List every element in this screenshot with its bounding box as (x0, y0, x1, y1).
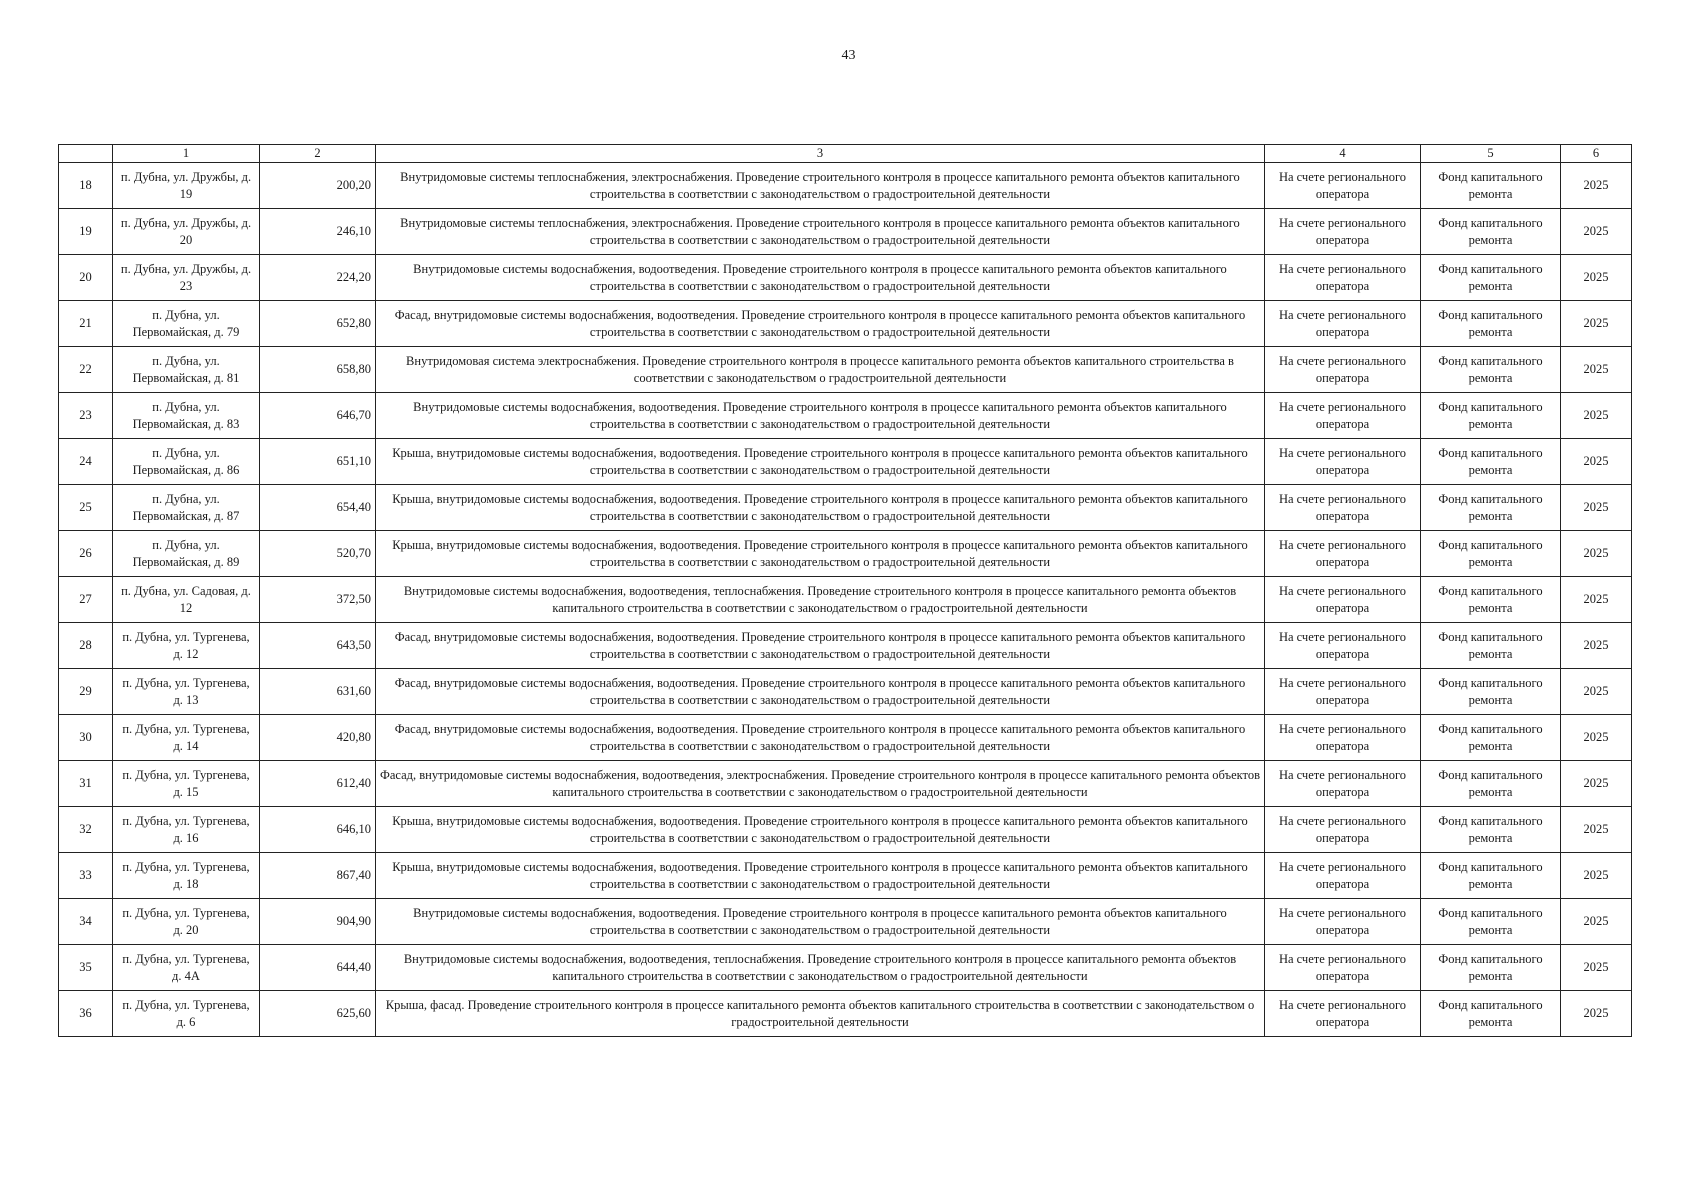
area-cell: 646,70 (260, 393, 376, 439)
works-cell: Внутридомовые системы водоснабжения, водоотведения, теплоснабжения. Проведение строительного контроля в процессе капитального ремонта объектов капитального строительства в соответствии с законодательством о градостроительной деятельности (376, 945, 1265, 991)
area-cell: 246,10 (260, 209, 376, 255)
row-number: 35 (59, 945, 113, 991)
account-cell: На счете регионального оператора (1265, 301, 1421, 347)
row-number: 36 (59, 991, 113, 1037)
table-row (59, 899, 1632, 945)
year-cell: 2025 (1561, 899, 1632, 945)
works-cell: Крыша, внутридомовые системы водоснабжения, водоотведения. Проведение строительного контроля в процессе капитального ремонта объектов капитального строительства в соответствии с законодательством о градостроительной деятельности (376, 485, 1265, 531)
area-cell: 224,20 (260, 255, 376, 301)
year-cell: 2025 (1561, 163, 1632, 209)
account-cell: На счете регионального оператора (1265, 393, 1421, 439)
address-cell: п. Дубна, ул. Садовая, д. 12 (113, 577, 260, 623)
row-number: 24 (59, 439, 113, 485)
area-cell: 867,40 (260, 853, 376, 899)
table-row (59, 577, 1632, 623)
address-cell: п. Дубна, ул. Тургенева, д. 18 (113, 853, 260, 899)
table-row (59, 623, 1632, 669)
area-cell: 420,80 (260, 715, 376, 761)
account-cell: На счете регионального оператора (1265, 347, 1421, 393)
account-cell: На счете регионального оператора (1265, 899, 1421, 945)
funding-source-cell: Фонд капитального ремонта (1421, 163, 1561, 209)
account-cell: На счете регионального оператора (1265, 531, 1421, 577)
column-header-address: 1 (113, 145, 260, 163)
row-number: 22 (59, 347, 113, 393)
works-cell: Внутридомовые системы водоснабжения, водоотведения. Проведение строительного контроля в процессе капитального ремонта объектов капитального строительства в соответствии с законодательством о градостроительной деятельности (376, 255, 1265, 301)
table-row (59, 991, 1632, 1037)
address-cell: п. Дубна, ул. Первомайская, д. 86 (113, 439, 260, 485)
account-cell: На счете регионального оператора (1265, 209, 1421, 255)
table-row (59, 485, 1632, 531)
funding-source-cell: Фонд капитального ремонта (1421, 853, 1561, 899)
account-cell: На счете регионального оператора (1265, 485, 1421, 531)
year-cell: 2025 (1561, 255, 1632, 301)
page-number: 43 (841, 48, 856, 63)
account-cell: На счете регионального оператора (1265, 669, 1421, 715)
account-cell: На счете регионального оператора (1265, 715, 1421, 761)
address-cell: п. Дубна, ул. Тургенева, д. 13 (113, 669, 260, 715)
works-cell: Внутридомовые системы теплоснабжения, электроснабжения. Проведение строительного контроля в процессе капитального ремонта объектов капитального строительства в соответствии с законодательством о градостроительной деятельности (376, 209, 1265, 255)
works-cell: Фасад, внутридомовые системы водоснабжения, водоотведения. Проведение строительного контроля в процессе капитального ремонта объектов капитального строительства в соответствии с законодательством о градостроительной деятельности (376, 301, 1265, 347)
area-cell: 904,90 (260, 899, 376, 945)
works-cell: Крыша, внутридомовые системы водоснабжения, водоотведения. Проведение строительного контроля в процессе капитального ремонта объектов капитального строительства в соответствии с законодательством о градостроительной деятельности (376, 807, 1265, 853)
table-body (59, 163, 1632, 1037)
year-cell: 2025 (1561, 991, 1632, 1037)
address-cell: п. Дубна, ул. Тургенева, д. 12 (113, 623, 260, 669)
year-cell: 2025 (1561, 761, 1632, 807)
table-row (59, 669, 1632, 715)
year-cell: 2025 (1561, 439, 1632, 485)
column-header-works: 3 (376, 145, 1265, 163)
year-cell: 2025 (1561, 531, 1632, 577)
funding-source-cell: Фонд капитального ремонта (1421, 945, 1561, 991)
address-cell: п. Дубна, ул. Дружбы, д. 19 (113, 163, 260, 209)
table-header (59, 145, 1632, 163)
address-cell: п. Дубна, ул. Первомайская, д. 83 (113, 393, 260, 439)
table-row (59, 301, 1632, 347)
area-cell: 646,10 (260, 807, 376, 853)
address-cell: п. Дубна, ул. Дружбы, д. 23 (113, 255, 260, 301)
funding-source-cell: Фонд капитального ремонта (1421, 807, 1561, 853)
row-number: 23 (59, 393, 113, 439)
year-cell: 2025 (1561, 945, 1632, 991)
works-cell: Внутридомовая система электроснабжения. Проведение строительного контроля в процессе капитального ремонта объектов капитального строительства в соответствии с законодательством о градостроительной деятельности (376, 347, 1265, 393)
year-cell: 2025 (1561, 669, 1632, 715)
year-cell: 2025 (1561, 301, 1632, 347)
works-cell: Фасад, внутридомовые системы водоснабжения, водоотведения, электроснабжения. Проведение строительного контроля в процессе капитального ремонта объектов капитального строительства в соответствии с законодательством о градостроительной деятельности (376, 761, 1265, 807)
account-cell: На счете регионального оператора (1265, 853, 1421, 899)
year-cell: 2025 (1561, 347, 1632, 393)
row-number: 29 (59, 669, 113, 715)
row-number: 31 (59, 761, 113, 807)
account-cell: На счете регионального оператора (1265, 577, 1421, 623)
address-cell: п. Дубна, ул. Первомайская, д. 89 (113, 531, 260, 577)
address-cell: п. Дубна, ул. Тургенева, д. 6 (113, 991, 260, 1037)
area-cell: 200,20 (260, 163, 376, 209)
works-cell: Крыша, внутридомовые системы водоснабжения, водоотведения. Проведение строительного контроля в процессе капитального ремонта объектов капитального строительства в соответствии с законодательством о градостроительной деятельности (376, 439, 1265, 485)
works-cell: Фасад, внутридомовые системы водоснабжения, водоотведения. Проведение строительного контроля в процессе капитального ремонта объектов капитального строительства в соответствии с законодательством о градостроительной деятельности (376, 669, 1265, 715)
works-cell: Фасад, внутридомовые системы водоснабжения, водоотведения. Проведение строительного контроля в процессе капитального ремонта объектов капитального строительства в соответствии с законодательством о градостроительной деятельности (376, 715, 1265, 761)
table-row (59, 945, 1632, 991)
funding-source-cell: Фонд капитального ремонта (1421, 577, 1561, 623)
year-cell: 2025 (1561, 623, 1632, 669)
row-number: 26 (59, 531, 113, 577)
works-cell: Внутридомовые системы водоснабжения, водоотведения. Проведение строительного контроля в процессе капитального ремонта объектов капитального строительства в соответствии с законодательством о градостроительной деятельности (376, 899, 1265, 945)
address-cell: п. Дубна, ул. Тургенева, д. 4А (113, 945, 260, 991)
funding-source-cell: Фонд капитального ремонта (1421, 301, 1561, 347)
account-cell: На счете регионального оператора (1265, 807, 1421, 853)
funding-source-cell: Фонд капитального ремонта (1421, 991, 1561, 1037)
area-cell: 651,10 (260, 439, 376, 485)
area-cell: 644,40 (260, 945, 376, 991)
column-header-area: 2 (260, 145, 376, 163)
table-row (59, 531, 1632, 577)
area-cell: 652,80 (260, 301, 376, 347)
column-numbers-row (59, 145, 1632, 163)
funding-source-cell: Фонд капитального ремонта (1421, 485, 1561, 531)
account-cell: На счете регионального оператора (1265, 439, 1421, 485)
table-row (59, 807, 1632, 853)
works-cell: Крыша, внутридомовые системы водоснабжения, водоотведения. Проведение строительного контроля в процессе капитального ремонта объектов капитального строительства в соответствии с законодательством о градостроительной деятельности (376, 531, 1265, 577)
row-number: 27 (59, 577, 113, 623)
funding-source-cell: Фонд капитального ремонта (1421, 439, 1561, 485)
row-number: 19 (59, 209, 113, 255)
account-cell: На счете регионального оператора (1265, 945, 1421, 991)
area-cell: 654,40 (260, 485, 376, 531)
area-cell: 658,80 (260, 347, 376, 393)
account-cell: На счете регионального оператора (1265, 255, 1421, 301)
column-header-account: 4 (1265, 145, 1421, 163)
account-cell: На счете регионального оператора (1265, 623, 1421, 669)
area-cell: 631,60 (260, 669, 376, 715)
works-cell: Крыша, внутридомовые системы водоснабжения, водоотведения. Проведение строительного контроля в процессе капитального ремонта объектов капитального строительства в соответствии с законодательством о градостроительной деятельности (376, 853, 1265, 899)
account-cell: На счете регионального оператора (1265, 163, 1421, 209)
works-cell: Внутридомовые системы теплоснабжения, электроснабжения. Проведение строительного контроля в процессе капитального ремонта объектов капитального строительства в соответствии с законодательством о градостроительной деятельности (376, 163, 1265, 209)
area-cell: 612,40 (260, 761, 376, 807)
area-cell: 625,60 (260, 991, 376, 1037)
row-number: 30 (59, 715, 113, 761)
table-row (59, 347, 1632, 393)
table-row (59, 393, 1632, 439)
area-cell: 520,70 (260, 531, 376, 577)
column-header-source: 5 (1421, 145, 1561, 163)
funding-source-cell: Фонд капитального ремонта (1421, 623, 1561, 669)
row-number: 20 (59, 255, 113, 301)
works-cell: Внутридомовые системы водоснабжения, водоотведения. Проведение строительного контроля в процессе капитального ремонта объектов капитального строительства в соответствии с законодательством о градостроительной деятельности (376, 393, 1265, 439)
year-cell: 2025 (1561, 807, 1632, 853)
account-cell: На счете регионального оператора (1265, 761, 1421, 807)
address-cell: п. Дубна, ул. Первомайская, д. 81 (113, 347, 260, 393)
row-number: 18 (59, 163, 113, 209)
table-row (59, 715, 1632, 761)
year-cell: 2025 (1561, 485, 1632, 531)
funding-source-cell: Фонд капитального ремонта (1421, 669, 1561, 715)
year-cell: 2025 (1561, 577, 1632, 623)
year-cell: 2025 (1561, 715, 1632, 761)
funding-source-cell: Фонд капитального ремонта (1421, 347, 1561, 393)
funding-source-cell: Фонд капитального ремонта (1421, 715, 1561, 761)
address-cell: п. Дубна, ул. Дружбы, д. 20 (113, 209, 260, 255)
funding-source-cell: Фонд капитального ремонта (1421, 255, 1561, 301)
year-cell: 2025 (1561, 853, 1632, 899)
table-row (59, 853, 1632, 899)
table-row (59, 439, 1632, 485)
table-row (59, 209, 1632, 255)
year-cell: 2025 (1561, 393, 1632, 439)
row-number: 33 (59, 853, 113, 899)
area-cell: 372,50 (260, 577, 376, 623)
address-cell: п. Дубна, ул. Тургенева, д. 15 (113, 761, 260, 807)
works-cell: Крыша, фасад. Проведение строительного контроля в процессе капитального ремонта объектов капитального строительства в соответствии с законодательством о градостроительной деятельности (376, 991, 1265, 1037)
table-row (59, 163, 1632, 209)
address-cell: п. Дубна, ул. Тургенева, д. 16 (113, 807, 260, 853)
table-row (59, 255, 1632, 301)
works-cell: Внутридомовые системы водоснабжения, водоотведения, теплоснабжения. Проведение строительного контроля в процессе капитального ремонта объектов капитального строительства в соответствии с законодательством о градостроительной деятельности (376, 577, 1265, 623)
row-number: 32 (59, 807, 113, 853)
funding-source-cell: Фонд капитального ремонта (1421, 209, 1561, 255)
works-cell: Фасад, внутридомовые системы водоснабжения, водоотведения. Проведение строительного контроля в процессе капитального ремонта объектов капитального строительства в соответствии с законодательством о градостроительной деятельности (376, 623, 1265, 669)
funding-source-cell: Фонд капитального ремонта (1421, 393, 1561, 439)
column-header-year: 6 (1561, 145, 1632, 163)
repair-register-table (58, 144, 1632, 1037)
row-number: 21 (59, 301, 113, 347)
table-row (59, 761, 1632, 807)
address-cell: п. Дубна, ул. Первомайская, д. 87 (113, 485, 260, 531)
row-number: 34 (59, 899, 113, 945)
address-cell: п. Дубна, ул. Тургенева, д. 20 (113, 899, 260, 945)
funding-source-cell: Фонд капитального ремонта (1421, 531, 1561, 577)
funding-source-cell: Фонд капитального ремонта (1421, 899, 1561, 945)
area-cell: 643,50 (260, 623, 376, 669)
funding-source-cell: Фонд капитального ремонта (1421, 761, 1561, 807)
address-cell: п. Дубна, ул. Тургенева, д. 14 (113, 715, 260, 761)
row-number: 28 (59, 623, 113, 669)
column-header-index (59, 145, 113, 163)
account-cell: На счете регионального оператора (1265, 991, 1421, 1037)
address-cell: п. Дубна, ул. Первомайская, д. 79 (113, 301, 260, 347)
row-number: 25 (59, 485, 113, 531)
year-cell: 2025 (1561, 209, 1632, 255)
